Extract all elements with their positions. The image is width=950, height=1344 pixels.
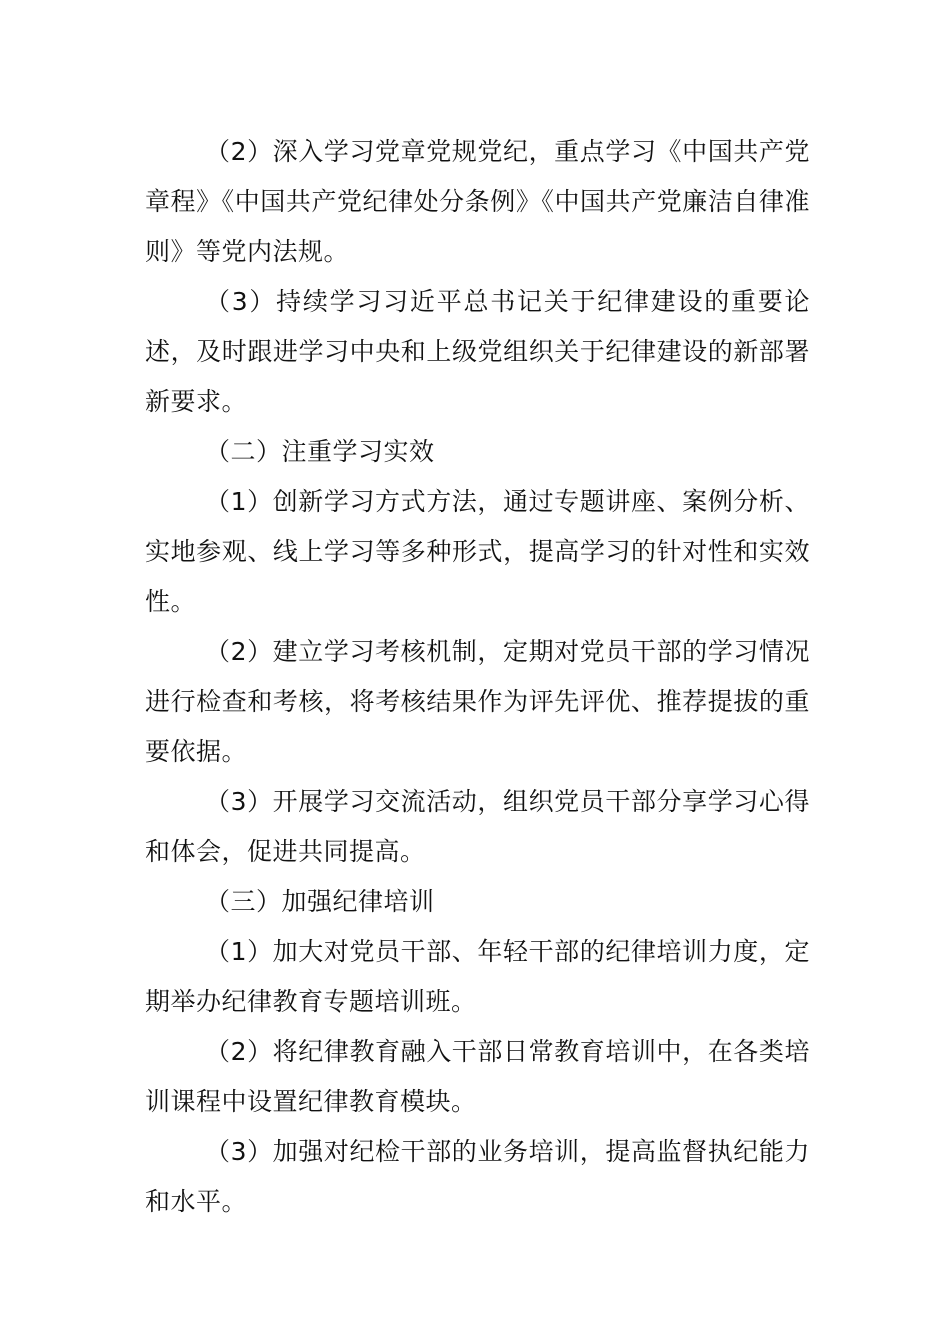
paragraph-learning-assessment: （2）建立学习考核机制，定期对党员干部的学习情况进行检查和考核，将考核结果作为评先评优、推荐提拔的重要依据。 [145, 637, 810, 766]
paragraph-study-discipline-discourse: （3）持续学习习近平总书记关于纪律建设的重要论述，及时跟进学习中央和上级党组织关于纪律建设的新部署新要求。 [145, 287, 810, 416]
document-body [145, 127, 810, 1227]
paragraph-increase-training: （1）加大对党员干部、年轻干部的纪律培训力度，定期举办纪律教育专题培训班。 [145, 937, 810, 1016]
paragraph-integrate-training: （2）将纪律教育融入干部日常教育培训中，在各类培训课程中设置纪律教育模块。 [145, 1037, 810, 1116]
section-heading-learning-effectiveness: （二）注重学习实效 [205, 437, 435, 466]
paragraph-learning-exchange: （3）开展学习交流活动，组织党员干部分享学习心得和体会，促进共同提高。 [145, 787, 810, 866]
paragraph-innovative-learning-methods: （1）创新学习方式方法，通过专题讲座、案例分析、实地参观、线上学习等多种形式，提高学习的针对性和实效性。 [145, 487, 810, 616]
section-heading-discipline-training: （三）加强纪律培训 [205, 887, 435, 916]
paragraph-inspector-training: （3）加强对纪检干部的业务培训，提高监督执纪能力和水平。 [145, 1137, 810, 1216]
paragraph-study-party-regulations: （2）深入学习党章党规党纪，重点学习《中国共产党章程》《中国共产党纪律处分条例》《中国共产党廉洁自律准则》等党内法规。 [145, 137, 810, 266]
